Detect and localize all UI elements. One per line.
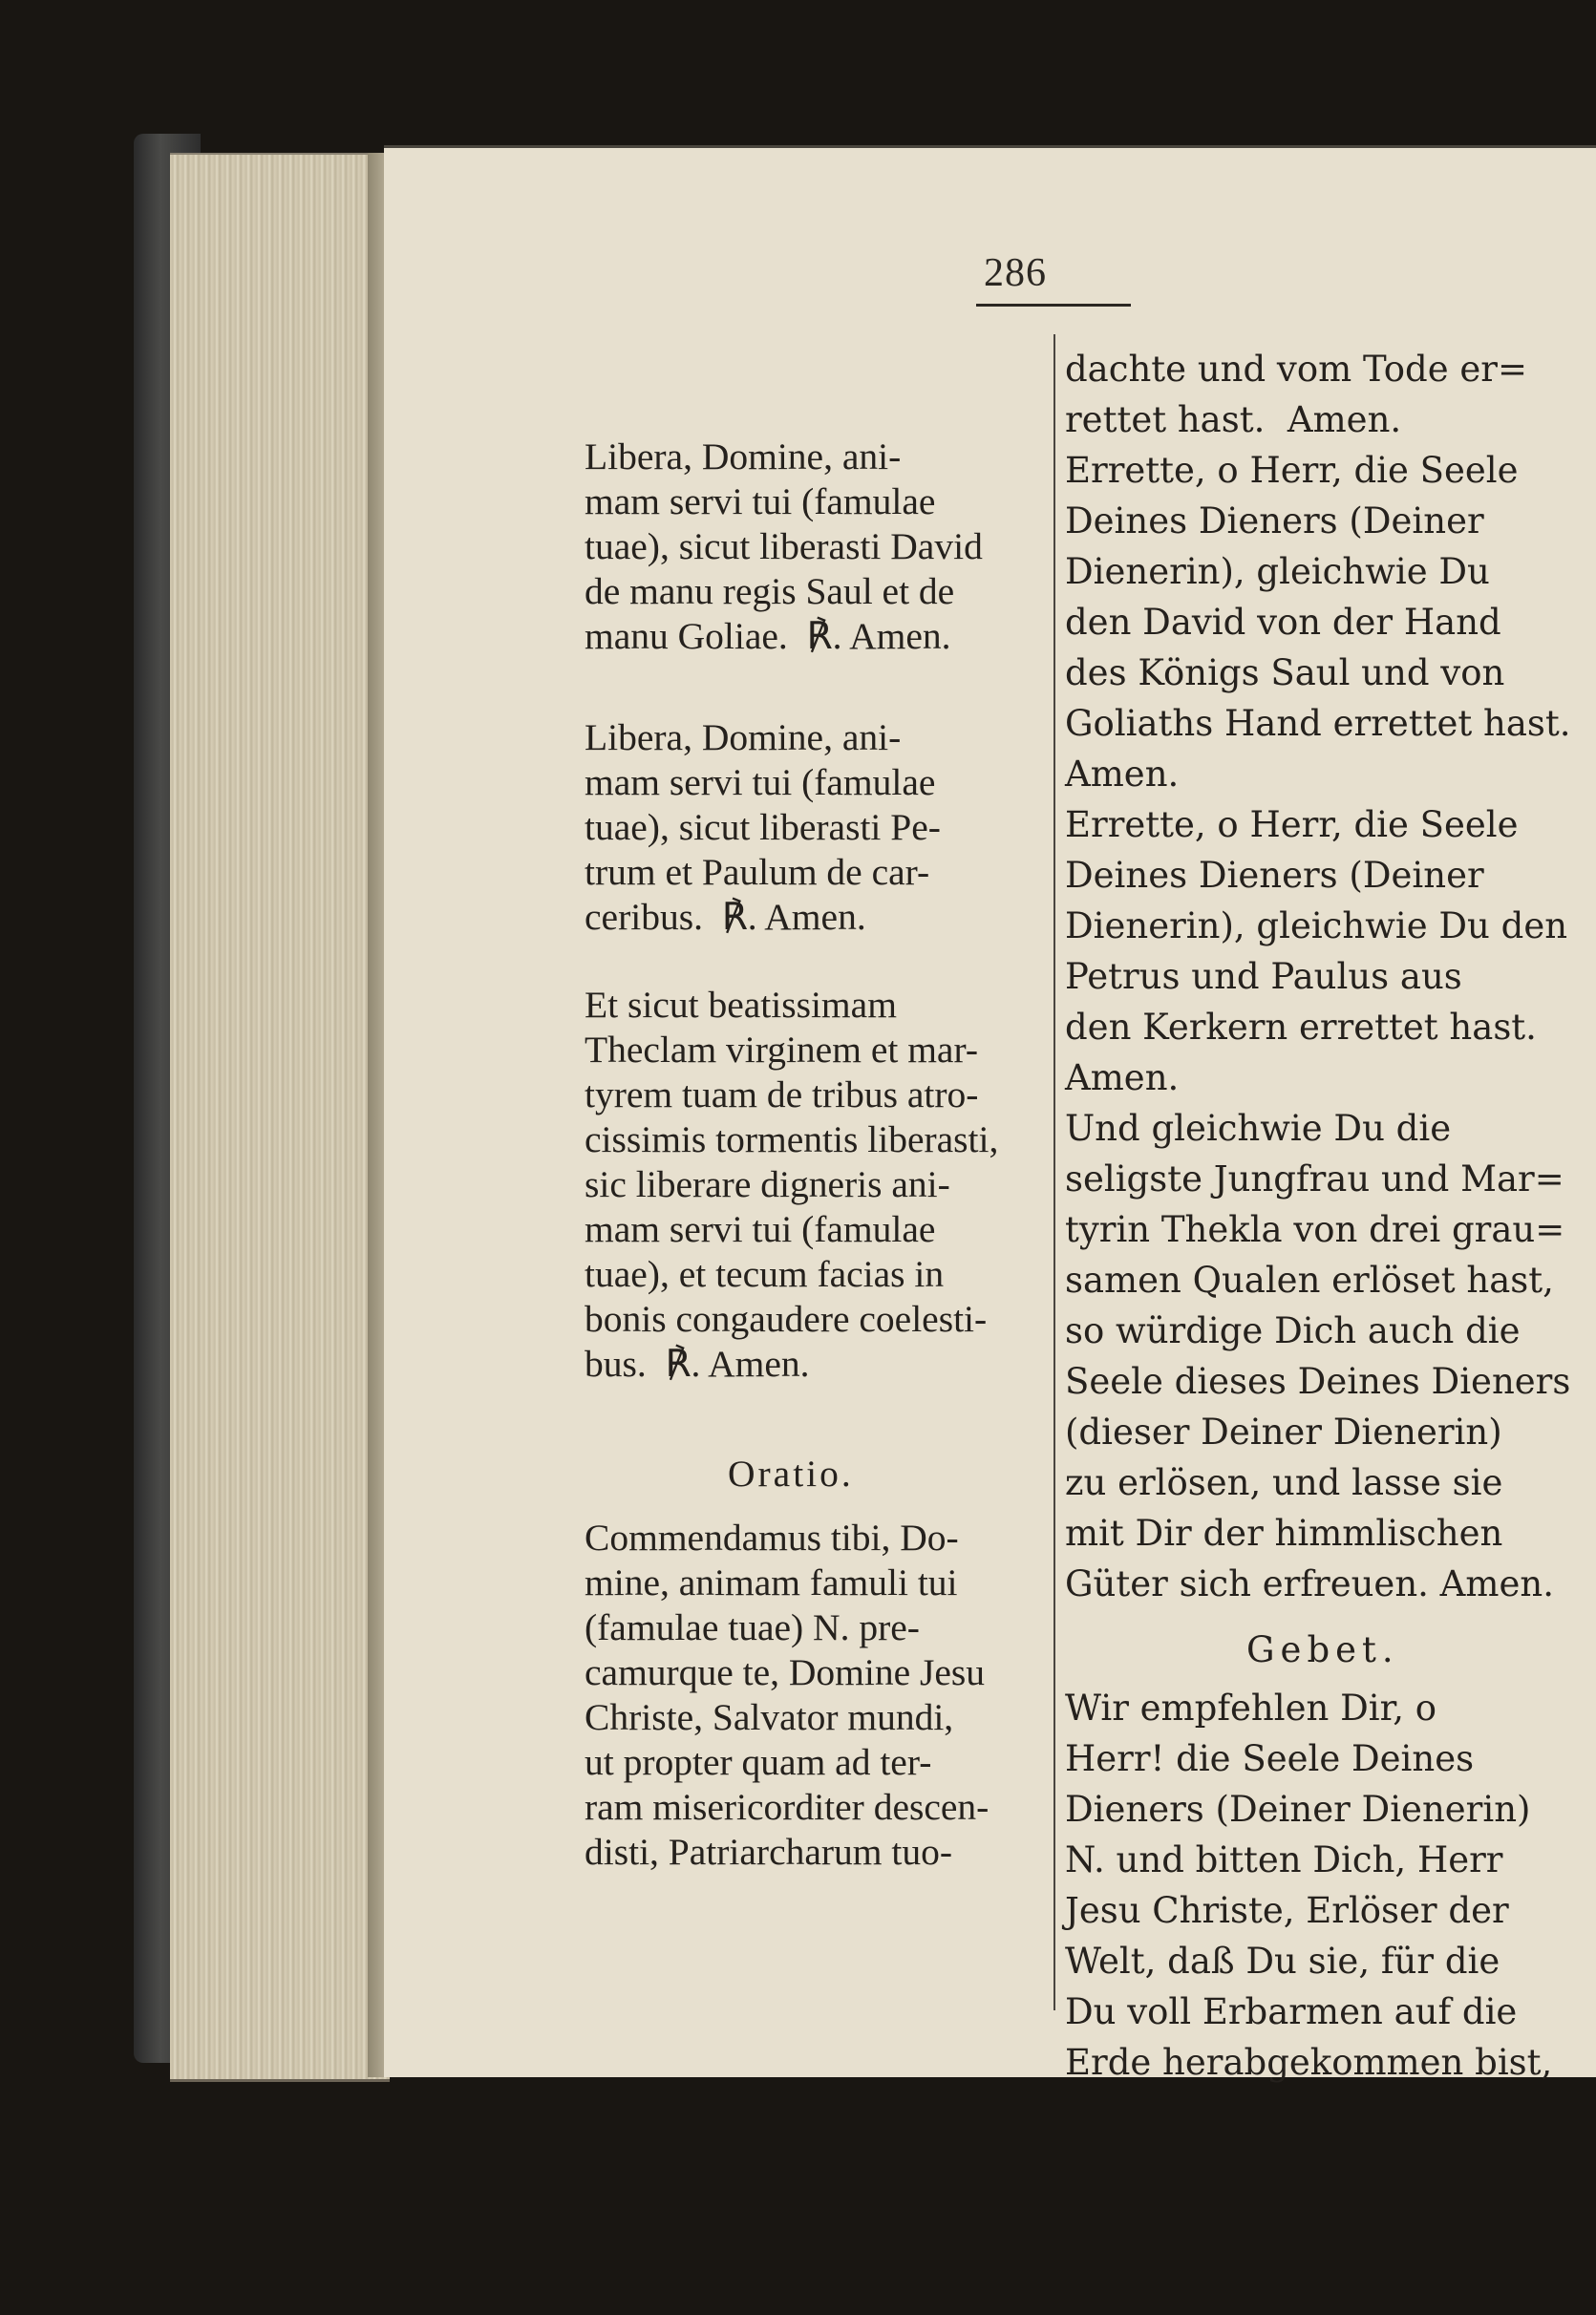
page-number: 286 [984,251,1047,295]
german-paragraph-4: Und gleichwie Du die seligste Jungfrau und Mar= tyrin Thekla von drei grau= samen Qualen erlöset hast, so würdige Dich auch die Seele dieses Deines Dieners (dieser Deiner Dienerin) zu erlösen, und lasse sie mit Dir der himmlischen Güter sich erfreuen. Amen. [1065,1108,1571,1604]
german-column [1065,344,1581,2088]
latin-oratio-text: Commendamus tibi, Do- mine, animam famuli tui (famulae tuae) N. pre- camurque te, Domine Jesu Christe, Salvator mundi, ut propter quam ad ter- ram misericorditer descen- disti, Patriarcharum tuo- [585,1517,990,1873]
latin-paragraph-1: Libera, Domine, ani- mam servi tui (famulae tuae), sicut liberasti David de manu regis Saul et de manu Goliae. ℟. Amen. [585,435,983,657]
latin-paragraph-3: Et sicut beatissimam Theclam virginem et mar- tyrem tuam de tribus atro- cissimis tormentis liberasti, sic liberare digneris ani- mam servi tui (famulae tuae), et tecum facias in bonis congaudere coelesti- bus. ℟. Amen. [585,984,999,1385]
german-gebet-text: Wir empfehlen Dir, o Herr! die Seele Deines Dieners (Deiner Dienerin) N. und bitten Dich, Herr Jesu Christe, Erlöser der Welt, daß Du sie, für die Du voll Erbarmen auf die Erde herabgekommen bist, [1065,1688,1553,2083]
german-paragraph-3: Errette, o Herr, die Seele Deines Dieners (Deiner Dienerin), gleichwie Du den Petrus und Paulus aus den Kerkern errettet hast. Amen. [1065,804,1568,1098]
page-stack-edges [170,153,390,2082]
header-rule [976,304,1131,307]
latin-column [585,435,1047,1875]
latin-heading-oratio: Oratio. [728,1453,854,1495]
german-heading-gebet: Gebet. [1246,1629,1399,1670]
german-paragraph-2: Errette, o Herr, die Seele Deines Dieners (Deiner Dienerin), gleichwie Du den David von der Hand des Königs Saul und von Goliaths Hand errettet hast. Amen. [1065,450,1571,795]
column-divider [1053,334,1055,2010]
german-paragraph-1: dachte und vom Tode er= rettet hast. Amen. [1065,349,1527,440]
latin-paragraph-2: Libera, Domine, ani- mam servi tui (famulae tuae), sicut liberasti Pe- trum et Paulum de car- ceribus. ℟. Amen. [585,716,941,938]
